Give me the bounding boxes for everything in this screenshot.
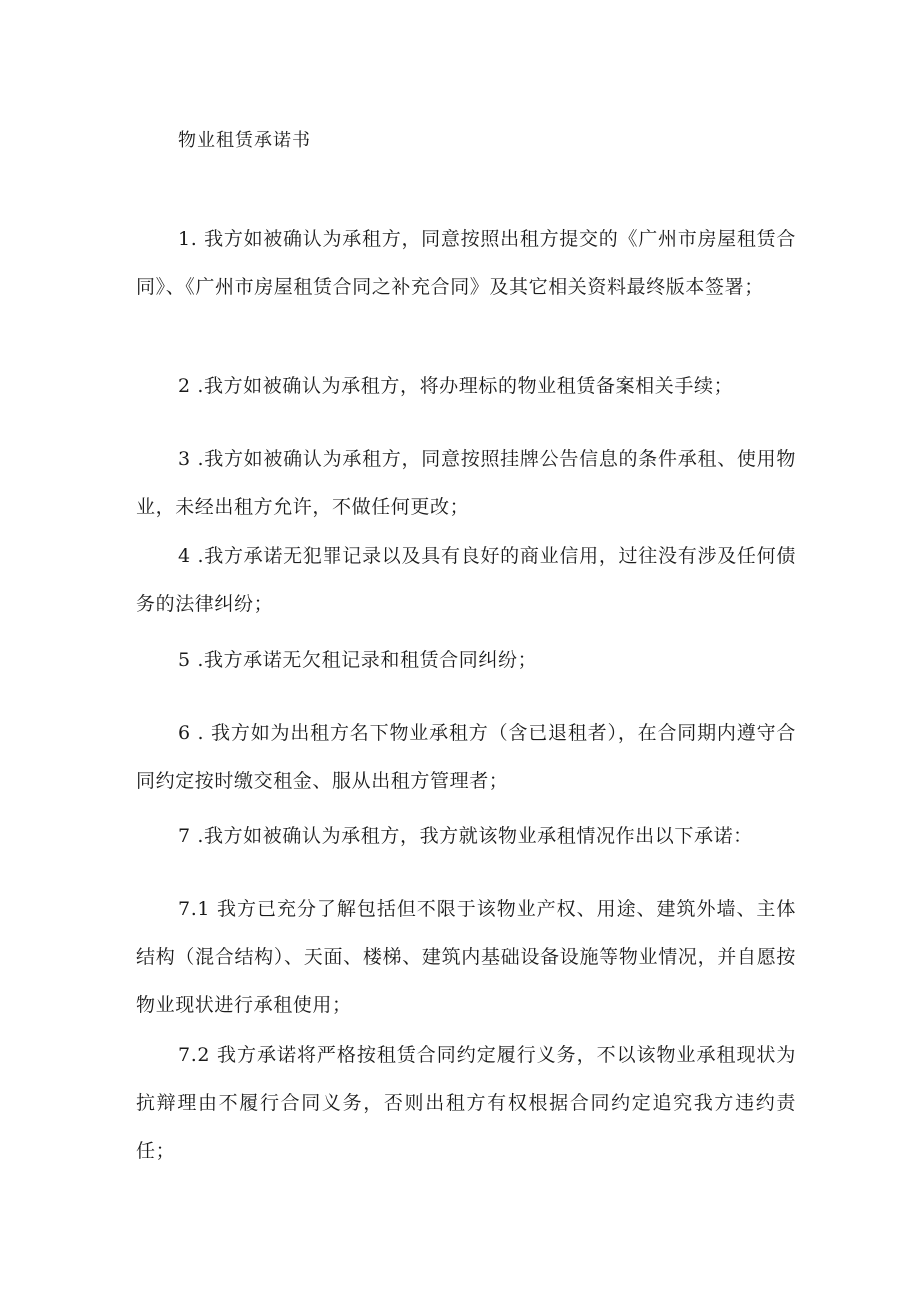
clause-7-2: 7.2 我方承诺将严格按租赁合同约定履行义务，不以该物业承租现状为抗辩理由不履行合同义务，否则出租方有权根据合同约定追究我方违约责任； [136, 1044, 796, 1162]
clause-6: 6 . 我方如为出租方名下物业承租方（含已退租者），在合同期内遵守合同约定按时缴交租金、服从出租方管理者； [136, 722, 796, 792]
document-title: 物业租赁承诺书 [178, 130, 311, 151]
clause-5: 5 .我方承诺无欠租记录和租赁合同纠纷； [178, 649, 538, 671]
clause-2: 2 .我方如被确认为承租方，将办理标的物业租赁备案相关手续； [178, 375, 734, 397]
clause-7: 7 .我方如被确认为承租方，我方就该物业承租情况作出以下承诺： [178, 825, 753, 847]
clause-1: 1. 我方如被确认为承租方，同意按照出租方提交的《广州市房屋租赁合同》、《广州市房屋租赁合同之补充合同》及其它相关资料最终版本签署； [136, 228, 796, 298]
clause-7-1: 7.1 我方已充分了解包括但不限于该物业产权、用途、建筑外墙、主体结构（混合结构）、天面、楼梯、建筑内基础设备设施等物业情况，并自愿按物业现状进行承租使用； [136, 898, 796, 1016]
clause-3: 3 .我方如被确认为承租方，同意按照挂牌公告信息的条件承租、使用物业，未经出租方允许，不做任何更改； [136, 448, 796, 518]
clause-4: 4 .我方承诺无犯罪记录以及具有良好的商业信用，过往没有涉及任何债务的法律纠纷； [136, 545, 796, 615]
